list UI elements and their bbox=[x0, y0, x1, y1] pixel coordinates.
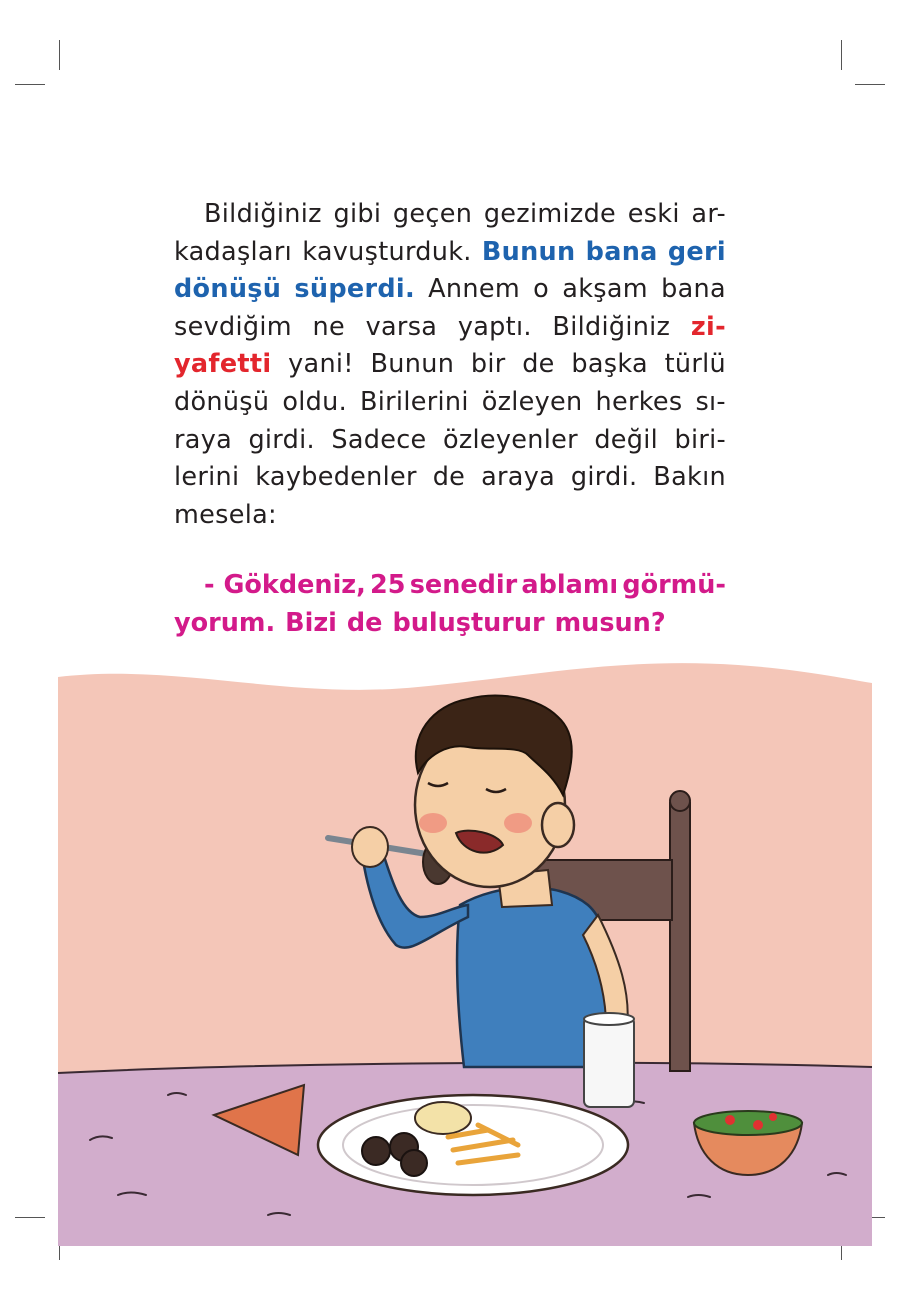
plate bbox=[318, 1095, 628, 1195]
word: varsa bbox=[365, 311, 438, 342]
word: kaybedenler bbox=[255, 462, 417, 493]
word: dönüşü bbox=[174, 386, 270, 417]
illustration-svg bbox=[58, 655, 872, 1246]
crop-mark-top-right-h bbox=[855, 84, 885, 85]
word: de bbox=[432, 462, 466, 493]
text-line bbox=[174, 234, 726, 272]
story-paragraph bbox=[174, 196, 726, 534]
word: başka bbox=[571, 349, 648, 380]
highlight-word: bana bbox=[585, 236, 658, 267]
word: Sadece bbox=[331, 424, 427, 455]
word: bir bbox=[470, 349, 506, 380]
word: türlü bbox=[664, 349, 726, 380]
word: mesela: bbox=[174, 499, 277, 530]
word: girdi. bbox=[570, 462, 638, 493]
word: o bbox=[533, 274, 550, 305]
boy-eating-illustration bbox=[58, 655, 872, 1246]
text-line bbox=[174, 346, 726, 384]
word: 25 bbox=[370, 570, 406, 600]
dialog-line bbox=[174, 605, 726, 643]
milk-glass bbox=[584, 1013, 634, 1107]
text-line bbox=[174, 309, 726, 347]
highlight-word-red: zi- bbox=[690, 311, 726, 342]
word: oldu. bbox=[282, 386, 347, 417]
word: senedir bbox=[409, 570, 518, 600]
word: Bizi bbox=[285, 607, 337, 638]
crop-mark-top-right bbox=[841, 40, 842, 70]
text-line bbox=[174, 459, 726, 497]
word: özleyen bbox=[481, 386, 583, 417]
highlight-word: süperdi. bbox=[294, 274, 415, 305]
word: kadaşları bbox=[174, 236, 293, 267]
word: ar- bbox=[691, 199, 726, 229]
word: sı- bbox=[695, 386, 726, 417]
word: bana bbox=[661, 274, 726, 305]
word: herkes bbox=[595, 386, 683, 417]
word: Bakın bbox=[653, 462, 726, 493]
highlight-word: geri bbox=[667, 236, 726, 267]
word: ne bbox=[312, 311, 345, 342]
word: eski bbox=[627, 199, 680, 229]
word: musun? bbox=[554, 607, 666, 638]
word: değil bbox=[594, 424, 659, 455]
word: akşam bbox=[562, 274, 648, 305]
word: Bildiğiniz bbox=[204, 199, 322, 229]
dialog-line bbox=[174, 567, 726, 605]
word: kavuşturduk. bbox=[302, 236, 472, 267]
text-line bbox=[174, 422, 726, 460]
word: özleyenler bbox=[442, 424, 578, 455]
word: geçen bbox=[392, 199, 473, 229]
word: Bunun bbox=[370, 349, 455, 380]
word: de bbox=[522, 349, 555, 380]
highlight-word: dönüşü bbox=[174, 274, 282, 305]
word: - Gökdeniz, bbox=[204, 570, 366, 600]
text-line bbox=[174, 271, 726, 309]
word: ablamı bbox=[521, 570, 619, 600]
crop-mark-top-left-h bbox=[15, 84, 45, 85]
crop-mark-bottom-left-h bbox=[15, 1217, 45, 1218]
word: Birilerini bbox=[359, 386, 469, 417]
word: yaptı. bbox=[457, 311, 532, 342]
dialog-quote bbox=[174, 567, 726, 642]
word: raya bbox=[174, 424, 233, 455]
word: gibi bbox=[333, 199, 382, 229]
word: sevdiğim bbox=[174, 311, 292, 342]
crop-mark-top-left bbox=[59, 40, 60, 70]
word: buluşturur bbox=[392, 607, 545, 638]
word: görmü- bbox=[622, 570, 726, 600]
highlight-word: Bunun bbox=[481, 236, 576, 267]
highlight-word-red: yafetti bbox=[174, 349, 272, 380]
word: araya bbox=[481, 462, 556, 493]
word: yani! bbox=[288, 349, 354, 380]
word: biri- bbox=[674, 424, 726, 455]
word: de bbox=[346, 607, 383, 638]
word: lerini bbox=[174, 462, 240, 493]
word: Bildiğiniz bbox=[552, 311, 671, 342]
word: yorum. bbox=[174, 607, 276, 638]
word: gezimizde bbox=[483, 199, 617, 229]
text-line bbox=[174, 196, 726, 234]
text-line bbox=[174, 384, 726, 422]
word: girdi. bbox=[248, 424, 315, 455]
word: Annem bbox=[428, 274, 520, 305]
text-line bbox=[174, 497, 726, 535]
